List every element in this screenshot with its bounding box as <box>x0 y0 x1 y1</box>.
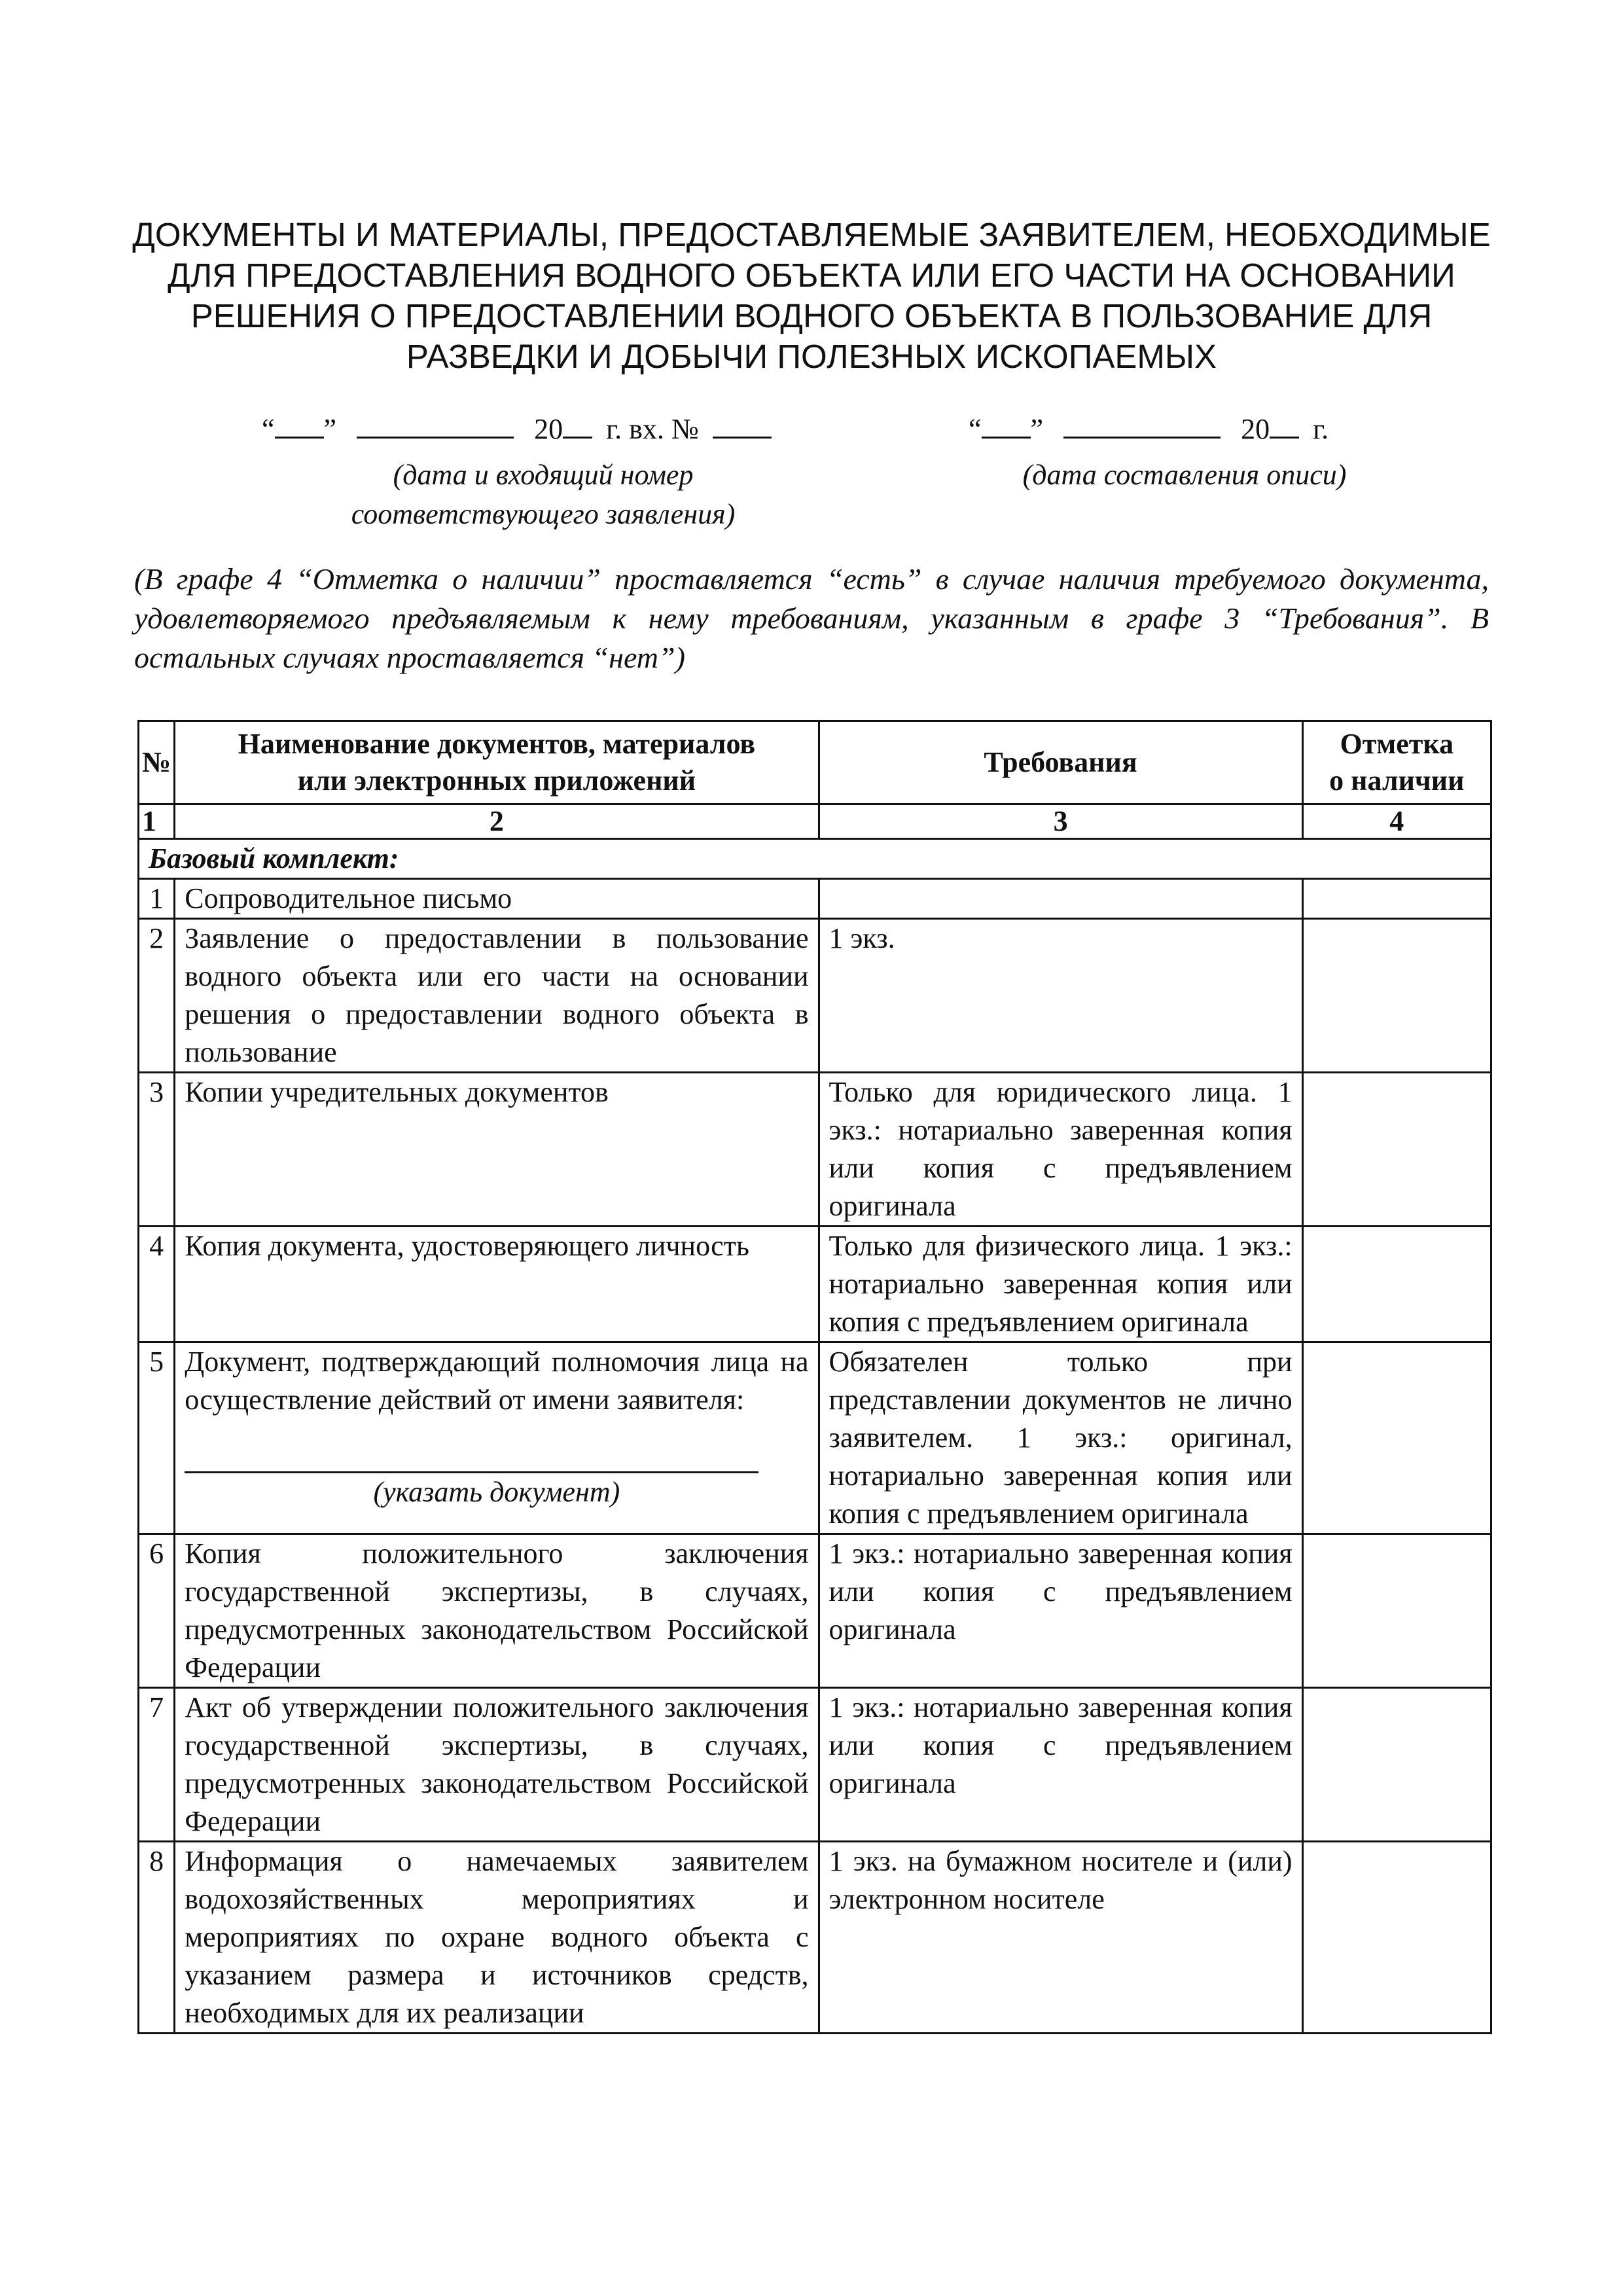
row-name: Копия документа, удостоверяющего личность <box>175 1227 819 1342</box>
quote-close: ” <box>323 413 337 445</box>
row-requirements: Обязателен только при представлении документов не лично заявителем. 1 экз.: оригинал, нотариально заверенная копия или копия с предъявлением оригинала <box>819 1342 1302 1534</box>
row-mark-cell[interactable] <box>1302 1342 1491 1534</box>
row-name: Сопроводительное письмо <box>175 879 819 919</box>
title-line: ДОКУМЕНТЫ И МАТЕРИАЛЫ, ПРЕДОСТАВЛЯЕМЫЕ ЗАЯВИТЕЛЕМ, НЕОБХОДИМЫЕ <box>132 216 1491 253</box>
title-line: РЕШЕНИЯ О ПРЕДОСТАВЛЕНИИ ВОДНОГО ОБЪЕКТА В ПОЛЬЗОВАНИЕ ДЛЯ <box>190 297 1433 334</box>
table-row <box>139 1342 1491 1534</box>
header-name <box>175 721 819 804</box>
table-header-row <box>139 721 1491 804</box>
table-row <box>139 919 1491 1073</box>
row-num: 6 <box>139 1534 175 1688</box>
row-requirements: 1 экз. на бумажном носителе и (или) электронном носителе <box>819 1842 1302 2034</box>
table-row <box>139 1227 1491 1342</box>
row-num: 1 <box>139 879 175 919</box>
column-number: 1 <box>139 804 175 839</box>
quote-close: ” <box>1030 413 1044 445</box>
caption-line: соответствующего заявления) <box>351 498 736 530</box>
column-number: 4 <box>1302 804 1491 839</box>
title-line: ДЛЯ ПРЕДОСТАВЛЕНИЯ ВОДНОГО ОБЪЕКТА ИЛИ ЕГО ЧАСТИ НА ОСНОВАНИИ <box>168 257 1455 294</box>
caption-line: (дата составления описи) <box>1022 459 1347 491</box>
row-name: Акт об утверждении положительного заключения государственной экспертизы, в случаях, предусмотренных законодательством Российской Федерации <box>175 1688 819 1842</box>
row-name: Информация о намечаемых заявителем водохозяйственных мероприятиях и мероприятиях по охране водного объекта с указанием размера и источников средств, необходимых для их реализации <box>175 1842 819 2034</box>
row-mark-cell[interactable] <box>1302 1534 1491 1688</box>
document-specify-line[interactable] <box>185 1445 758 1473</box>
inventory-date-field <box>969 412 1329 446</box>
caption-line: (дата и входящий номер <box>393 459 694 491</box>
row-requirements: Только для юридического лица. 1 экз.: нотариально заверенная копия или копия с предъявлением оригинала <box>819 1073 1302 1227</box>
month-blank <box>357 416 514 439</box>
row-requirements: Только для физического лица. 1 экз.: нотариально заверенная копия или копия с предъявлением оригинала <box>819 1227 1302 1342</box>
row-num: 7 <box>139 1688 175 1842</box>
table-row <box>139 1842 1491 2034</box>
section-label: Базовый комплект: <box>139 839 1491 879</box>
row-name: Документ, подтверждающий полномочия лица на осуществление действий от имени заявителя: <box>185 1346 809 1416</box>
day-blank <box>275 416 324 439</box>
month-blank <box>1063 416 1221 439</box>
document-specify-caption: (указать документ) <box>373 1476 620 1508</box>
section-row <box>139 839 1491 879</box>
document-title <box>98 215 1525 377</box>
year-prefix: 20 <box>534 413 563 445</box>
row-name: Заявление о предоставлении в пользование водного объекта или его части на основании решения о предоставлении водного объекта в пользование <box>175 919 819 1073</box>
column-number-row <box>139 804 1491 839</box>
header-requirements: Требования <box>819 721 1302 804</box>
column-number: 3 <box>819 804 1302 839</box>
column-number: 2 <box>175 804 819 839</box>
row-mark-cell[interactable] <box>1302 1688 1491 1842</box>
header-name-line: Наименование документов, материалов <box>238 728 756 760</box>
header-mark-line: Отметка <box>1340 728 1454 760</box>
day-blank <box>982 416 1031 439</box>
row-mark-cell[interactable] <box>1302 1073 1491 1227</box>
incoming-number-label: г. вх. № <box>606 413 699 445</box>
row-name-cell <box>175 1342 819 1534</box>
row-mark-cell[interactable] <box>1302 1842 1491 2034</box>
row-requirements: 1 экз.: нотариально заверенная копия или копия с предъявлением оригинала <box>819 1688 1302 1842</box>
table-row <box>139 1688 1491 1842</box>
header-num: № <box>139 721 175 804</box>
row-num: 3 <box>139 1073 175 1227</box>
inventory-date-caption <box>982 458 1387 492</box>
quote-open: “ <box>969 413 982 445</box>
row-num: 5 <box>139 1342 175 1534</box>
row-requirements: 1 экз. <box>819 919 1302 1073</box>
row-mark-cell[interactable] <box>1302 879 1491 919</box>
quote-open: “ <box>262 413 275 445</box>
table-row <box>139 1073 1491 1227</box>
row-requirements <box>819 879 1302 919</box>
incoming-date-caption-2 <box>308 497 779 531</box>
header-name-line: или электронных приложений <box>297 764 696 797</box>
row-requirements: 1 экз.: нотариально заверенная копия или копия с предъявлением оригинала <box>819 1534 1302 1688</box>
year-suffix: г. <box>1313 413 1329 445</box>
instruction-note: (В графе 4 “Отметка о наличии” проставляется “есть” в случае наличия требуемого документа, удовлетворяемого предъявляемым к нему требованиям, указанным в графе 3 “Требования”. В остальных случаях проставляется “нет”) <box>134 562 1489 674</box>
row-name: Копии учредительных документов <box>175 1073 819 1227</box>
row-num: 2 <box>139 919 175 1073</box>
incoming-date-caption <box>334 458 753 492</box>
documents-table <box>137 720 1492 2034</box>
table-row <box>139 1534 1491 1688</box>
year-blank <box>563 416 592 439</box>
incoming-number-blank <box>713 416 772 439</box>
header-mark <box>1302 721 1491 804</box>
year-prefix: 20 <box>1241 413 1270 445</box>
header-mark-line: о наличии <box>1329 764 1465 797</box>
title-line: РАЗВЕДКИ И ДОБЫЧИ ПОЛЕЗНЫХ ИСКОПАЕМЫХ <box>406 338 1217 375</box>
row-mark-cell[interactable] <box>1302 1227 1491 1342</box>
table-row <box>139 879 1491 919</box>
row-name: Копия положительного заключения государственной экспертизы, в случаях, предусмотренных законодательством Российской Федерации <box>175 1534 819 1688</box>
incoming-date-field <box>262 412 772 446</box>
row-num: 8 <box>139 1842 175 2034</box>
row-mark-cell[interactable] <box>1302 919 1491 1073</box>
row-num: 4 <box>139 1227 175 1342</box>
year-blank <box>1270 416 1299 439</box>
